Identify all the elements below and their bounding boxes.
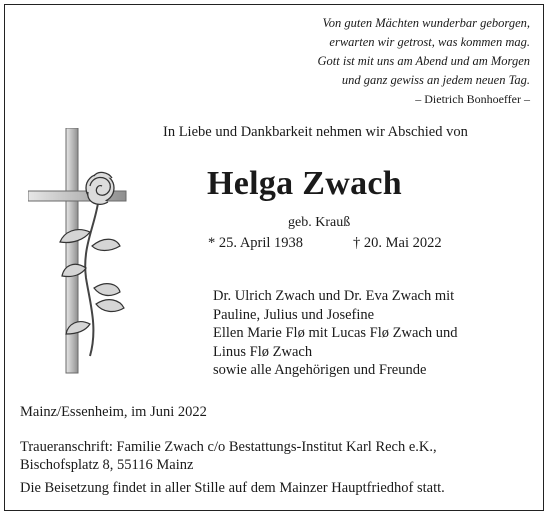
poem-line: Gott ist mit uns am Abend und am Morgen (317, 54, 530, 68)
poem-line: und ganz gewiss an jedem neuen Tag. (341, 73, 530, 87)
address-line: Traueranschrift: Familie Zwach c/o Bestattungs-Institut Karl Rech e.K., (20, 439, 437, 455)
poem-line: Von guten Mächten wunderbar geborgen, (322, 16, 530, 30)
cross-with-rose-icon (28, 128, 138, 378)
mourners-list (213, 287, 457, 380)
address-line: Bischofsplatz 8, 55116 Mainz (20, 457, 194, 473)
mourner-line: Pauline, Julius und Josefine (213, 306, 375, 323)
mourner-line: Linus Flø Zwach (213, 343, 313, 360)
mourner-line: Dr. Ulrich Zwach und Dr. Eva Zwach mit (213, 288, 455, 304)
deceased-name: Helga Zwach (207, 165, 403, 202)
birth-name: geb. Krauß (288, 215, 351, 230)
mourner-line: Ellen Marie Flø mit Lucas Flø Zwach und (213, 325, 458, 341)
poem-author: – Dietrich Bonhoeffer – (415, 92, 530, 106)
intro-text: In Liebe und Dankbarkeit nehmen wir Abschied von (163, 124, 468, 140)
birth-date: * 25. April 1938 (208, 235, 304, 251)
funeral-note: Die Beisetzung findet in aller Stille auf dem Mainzer Hauptfriedhof statt. (20, 480, 445, 496)
poem-line: erwarten wir getrost, was kommen mag. (329, 35, 530, 49)
place-date: Mainz/Essenheim, im Juni 2022 (20, 404, 207, 420)
poem (318, 14, 531, 109)
death-date: † 20. Mai 2022 (353, 235, 442, 251)
mourning-address (20, 438, 437, 474)
mourner-line: sowie alle Angehörigen und Freunde (213, 362, 427, 378)
